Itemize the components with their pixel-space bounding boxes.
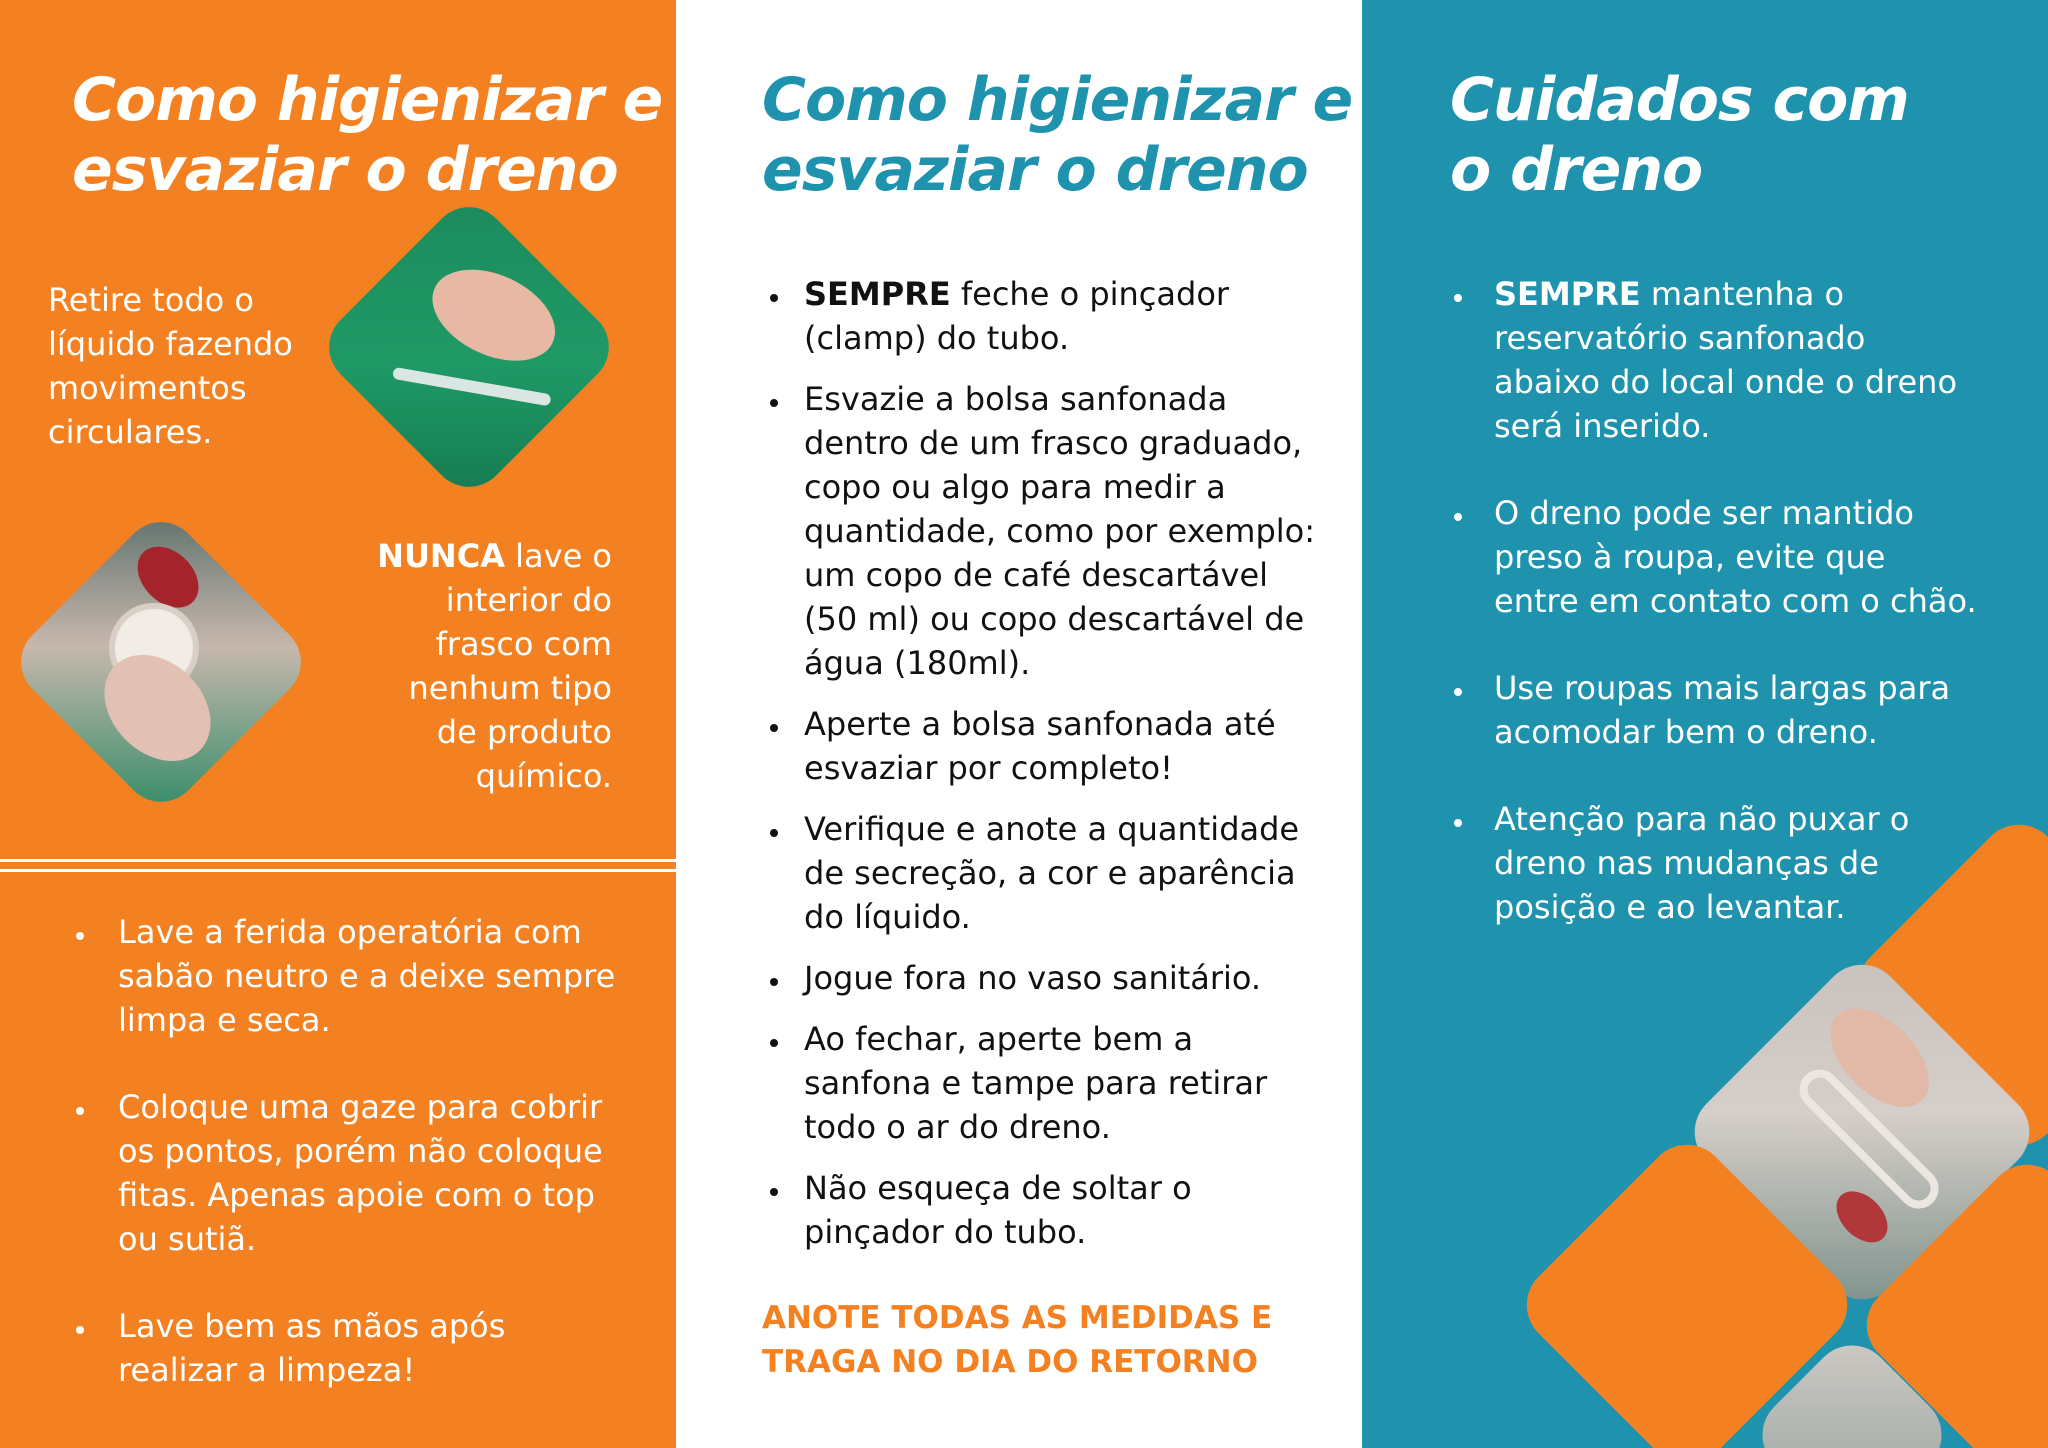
reminder-line-2: TRAGA NO DIA DO RETORNO (762, 1344, 1258, 1380)
right-bullet-list (1450, 272, 1980, 972)
list-item: Não esqueça de soltar o pinçador do tubo. (766, 1166, 1326, 1254)
sempre-strong: SEMPRE (1494, 275, 1641, 313)
bullet-rest: mantenha o reservatório sanfonado abaixo do local onde o dreno será inserido. (1494, 275, 1958, 445)
hand-squeezing-drain-photo (313, 191, 624, 502)
measurement-reminder (762, 1296, 1322, 1384)
middle-title-line-1: Como higienizar e (762, 65, 1353, 135)
reminder-line-1: ANOTE TODAS AS MEDIDAS E (762, 1300, 1273, 1336)
nunca-strong: NUNCA (377, 537, 505, 575)
list-item: Coloque uma gaze para cobrir os pontos, porém não coloque fitas. Apenas apoie com o top ou sutiã. (72, 1085, 632, 1261)
list-item (1450, 272, 1980, 448)
list-item (766, 272, 1326, 360)
list-item: Jogue fora no vaso sanitário. (766, 956, 1326, 1000)
middle-panel-title (762, 65, 1362, 205)
divider-line (0, 869, 676, 872)
left-panel (0, 0, 676, 1448)
right-title-line-1: Cuidados com (1450, 65, 1909, 135)
divider-line (0, 859, 676, 862)
list-item: Use roupas mais largas para acomodar bem o dreno. (1450, 666, 1980, 754)
intro-retire-text: Retire todo o líquido fazendo movimentos circulares. (48, 281, 293, 451)
list-item: Aperte a bolsa sanfonada até esvaziar por completo! (766, 702, 1326, 790)
right-panel-title (1450, 65, 2048, 205)
list-item: Lave bem as mãos após realizar a limpeza! (72, 1304, 632, 1392)
nunca-rest: lave o interior do frasco com nenhum tipo de produto químico. (408, 537, 612, 795)
list-item: Esvazie a bolsa sanfonada dentro de um frasco graduado, copo ou algo para medir a quantidade, como por exemplo: um copo de café descartável (50 ml) ou copo descartável de água (180ml). (766, 377, 1326, 685)
list-item: O dreno pode ser mantido preso à roupa, evite que entre em contato com o chão. (1450, 491, 1980, 623)
right-title-line-2: o dreno (1450, 135, 1703, 205)
middle-title-line-2: esvaziar o dreno (762, 135, 1308, 205)
right-panel (1362, 0, 2048, 1448)
list-item: Atenção para não puxar o dreno nas mudanças de posição e ao levantar. (1450, 797, 1980, 929)
left-bullet-list (72, 910, 632, 1435)
left-panel-title (72, 65, 672, 205)
fluid-shape (1827, 1181, 1898, 1252)
left-title-line-2: esvaziar o dreno (72, 135, 618, 205)
list-item: Lave a ferida operatória com sabão neutro e a deixe sempre limpa e seca. (72, 910, 632, 1042)
emptying-drain-into-cup-photo (5, 506, 316, 817)
list-item: Verifique e anote a quantidade de secreção, a cor e aparência do líquido. (766, 807, 1326, 939)
sempre-strong: SEMPRE (804, 275, 951, 313)
hand-shape (418, 251, 570, 378)
middle-panel (676, 0, 1362, 1448)
left-title-line-1: Como higienizar e (72, 65, 663, 135)
list-item: Ao fechar, aperte bem a sanfona e tampe para retirar todo o ar do dreno. (766, 1017, 1326, 1149)
middle-bullet-list (766, 272, 1326, 1271)
tube-shape (392, 367, 552, 407)
bullet-rest: feche o pinçador (clamp) do tubo. (804, 275, 1230, 357)
intro-nunca-text (372, 534, 612, 798)
hand-shape (83, 634, 231, 782)
